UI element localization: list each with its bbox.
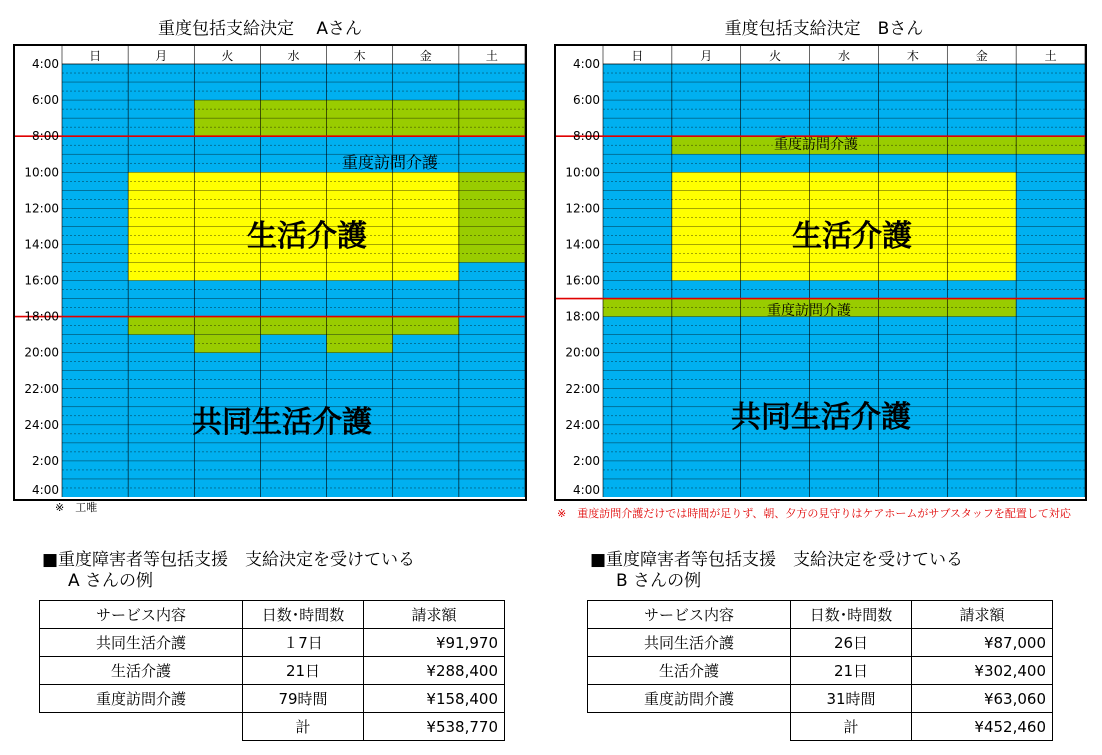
time-label: 20:00 — [24, 345, 59, 360]
day-header: 金 — [975, 49, 988, 63]
table-row — [40, 657, 505, 685]
schedule-svg-a — [15, 46, 525, 499]
time-label: 12:00 — [24, 201, 59, 216]
service-cell: 生活介護 — [588, 657, 791, 685]
example-heading-b — [590, 550, 1060, 592]
day-header: 金 — [419, 49, 432, 63]
time-label: 22:00 — [24, 381, 59, 396]
time-label: 20:00 — [565, 345, 600, 360]
col-header-amount: 日数･時間数 — [791, 601, 912, 629]
amount-cell: 26日 — [791, 629, 912, 657]
time-label: 16:00 — [565, 273, 600, 288]
example-heading-a — [42, 550, 512, 592]
col-header-amount: 日数･時間数 — [243, 601, 364, 629]
day-header: 火 — [221, 49, 234, 63]
time-label: 24:00 — [565, 417, 600, 432]
life-label-a: 生活介護 — [247, 219, 367, 254]
time-label: 4:00 — [573, 57, 600, 71]
service-cell: 重度訪問介護 — [588, 685, 791, 713]
schedule-note-a: ※ 工唯 — [55, 501, 98, 514]
time-label: 16:00 — [24, 273, 59, 288]
group-label-b: 共同生活介護 — [731, 400, 911, 435]
table-row — [588, 685, 1053, 713]
table-header-row — [588, 601, 1053, 629]
time-label: 8:00 — [573, 129, 600, 144]
amount-cell: 79時間 — [243, 685, 364, 713]
amount-cell: 21日 — [791, 657, 912, 685]
schedule-svg-b — [556, 46, 1085, 499]
time-label: 10:00 — [24, 165, 59, 180]
day-header: 水 — [837, 49, 851, 63]
amount-cell: 21日 — [243, 657, 364, 685]
col-header-bill: 請求額 — [912, 601, 1053, 629]
schedule-title-a: 重度包括支給決定 Aさん — [157, 19, 363, 39]
time-label: 2:00 — [32, 453, 59, 468]
group-label-a: 共同生活介護 — [192, 405, 372, 440]
service-cell: 重度訪問介護 — [40, 685, 243, 713]
time-label: 6:00 — [32, 93, 59, 108]
time-label: 4:00 — [573, 483, 600, 497]
example-heading-line2-b: B さんの例 — [616, 571, 702, 591]
table-row — [40, 685, 505, 713]
visit-morning-label-b: 重度訪問介護 — [774, 137, 858, 153]
table-total-row — [40, 713, 505, 741]
visit-evening-label-b: 重度訪問介護 — [767, 303, 851, 319]
amount-cell: 31時間 — [791, 685, 912, 713]
time-label: 12:00 — [565, 201, 600, 216]
col-header-service: サービス内容 — [588, 601, 791, 629]
service-cell: 生活介護 — [40, 657, 243, 685]
bill-cell: ¥302,400 — [912, 657, 1053, 685]
bill-cell: ¥158,400 — [364, 685, 505, 713]
schedule-grid-a — [13, 44, 527, 501]
time-label: 14:00 — [24, 237, 59, 252]
bill-cell: ¥288,400 — [364, 657, 505, 685]
col-header-service: サービス内容 — [40, 601, 243, 629]
day-header: 月 — [700, 49, 713, 63]
billing-table-b — [587, 600, 1053, 741]
service-cell: 共同生活介護 — [40, 629, 243, 657]
table-row — [588, 657, 1053, 685]
bill-cell: ¥63,060 — [912, 685, 1053, 713]
bill-cell: ¥87,000 — [912, 629, 1053, 657]
day-header: 水 — [287, 49, 300, 63]
schedule-note-b: ※ 重度訪問介護だけでは時間が足りず、朝、夕方の見守りはケアホームがサブスタッフを配置して対応 — [557, 507, 1071, 520]
time-label: 22:00 — [565, 381, 600, 396]
visit-label-a: 重度訪問介護 — [341, 153, 439, 172]
blank-cell — [40, 713, 243, 741]
time-label: 4:00 — [32, 57, 59, 71]
time-label: 18:00 — [24, 309, 59, 324]
total-value: ¥538,770 — [364, 713, 505, 741]
day-header: 土 — [485, 49, 498, 63]
example-heading-line2-a: A さんの例 — [68, 571, 154, 591]
example-heading-line1-a: ■重度障害者等包括支援 支給決定を受けている — [42, 550, 416, 570]
day-header: 木 — [906, 49, 919, 63]
time-label: 14:00 — [565, 237, 600, 252]
time-label: 2:00 — [573, 453, 600, 468]
table-total-row — [588, 713, 1053, 741]
time-label: 8:00 — [32, 129, 59, 144]
day-header: 木 — [353, 49, 366, 63]
time-label: 6:00 — [573, 93, 600, 108]
col-header-bill: 請求額 — [364, 601, 505, 629]
table-row — [588, 629, 1053, 657]
time-label: 24:00 — [24, 417, 59, 432]
bill-cell: ¥91,970 — [364, 629, 505, 657]
day-header: 火 — [769, 49, 782, 63]
life-label-b: 生活介護 — [792, 219, 912, 254]
day-header: 日 — [89, 49, 102, 63]
table-row — [40, 629, 505, 657]
total-value: ¥452,460 — [912, 713, 1053, 741]
table-header-row — [40, 601, 505, 629]
day-header: 土 — [1044, 49, 1057, 63]
service-block — [128, 317, 459, 335]
time-label: 4:00 — [32, 483, 59, 497]
service-cell: 共同生活介護 — [588, 629, 791, 657]
schedule-title-b: 重度包括支給決定 Bさん — [724, 19, 924, 39]
day-header: 日 — [631, 49, 644, 63]
billing-table-a — [39, 600, 505, 741]
total-label: 計 — [243, 713, 364, 741]
example-heading-line1-b: ■重度障害者等包括支援 支給決定を受けている — [590, 550, 964, 570]
total-label: 計 — [791, 713, 912, 741]
blank-cell — [588, 713, 791, 741]
time-label: 18:00 — [565, 309, 600, 324]
schedule-grid-b — [554, 44, 1087, 501]
time-label: 10:00 — [565, 165, 600, 180]
amount-cell: １7日 — [243, 629, 364, 657]
day-header: 月 — [155, 49, 168, 63]
